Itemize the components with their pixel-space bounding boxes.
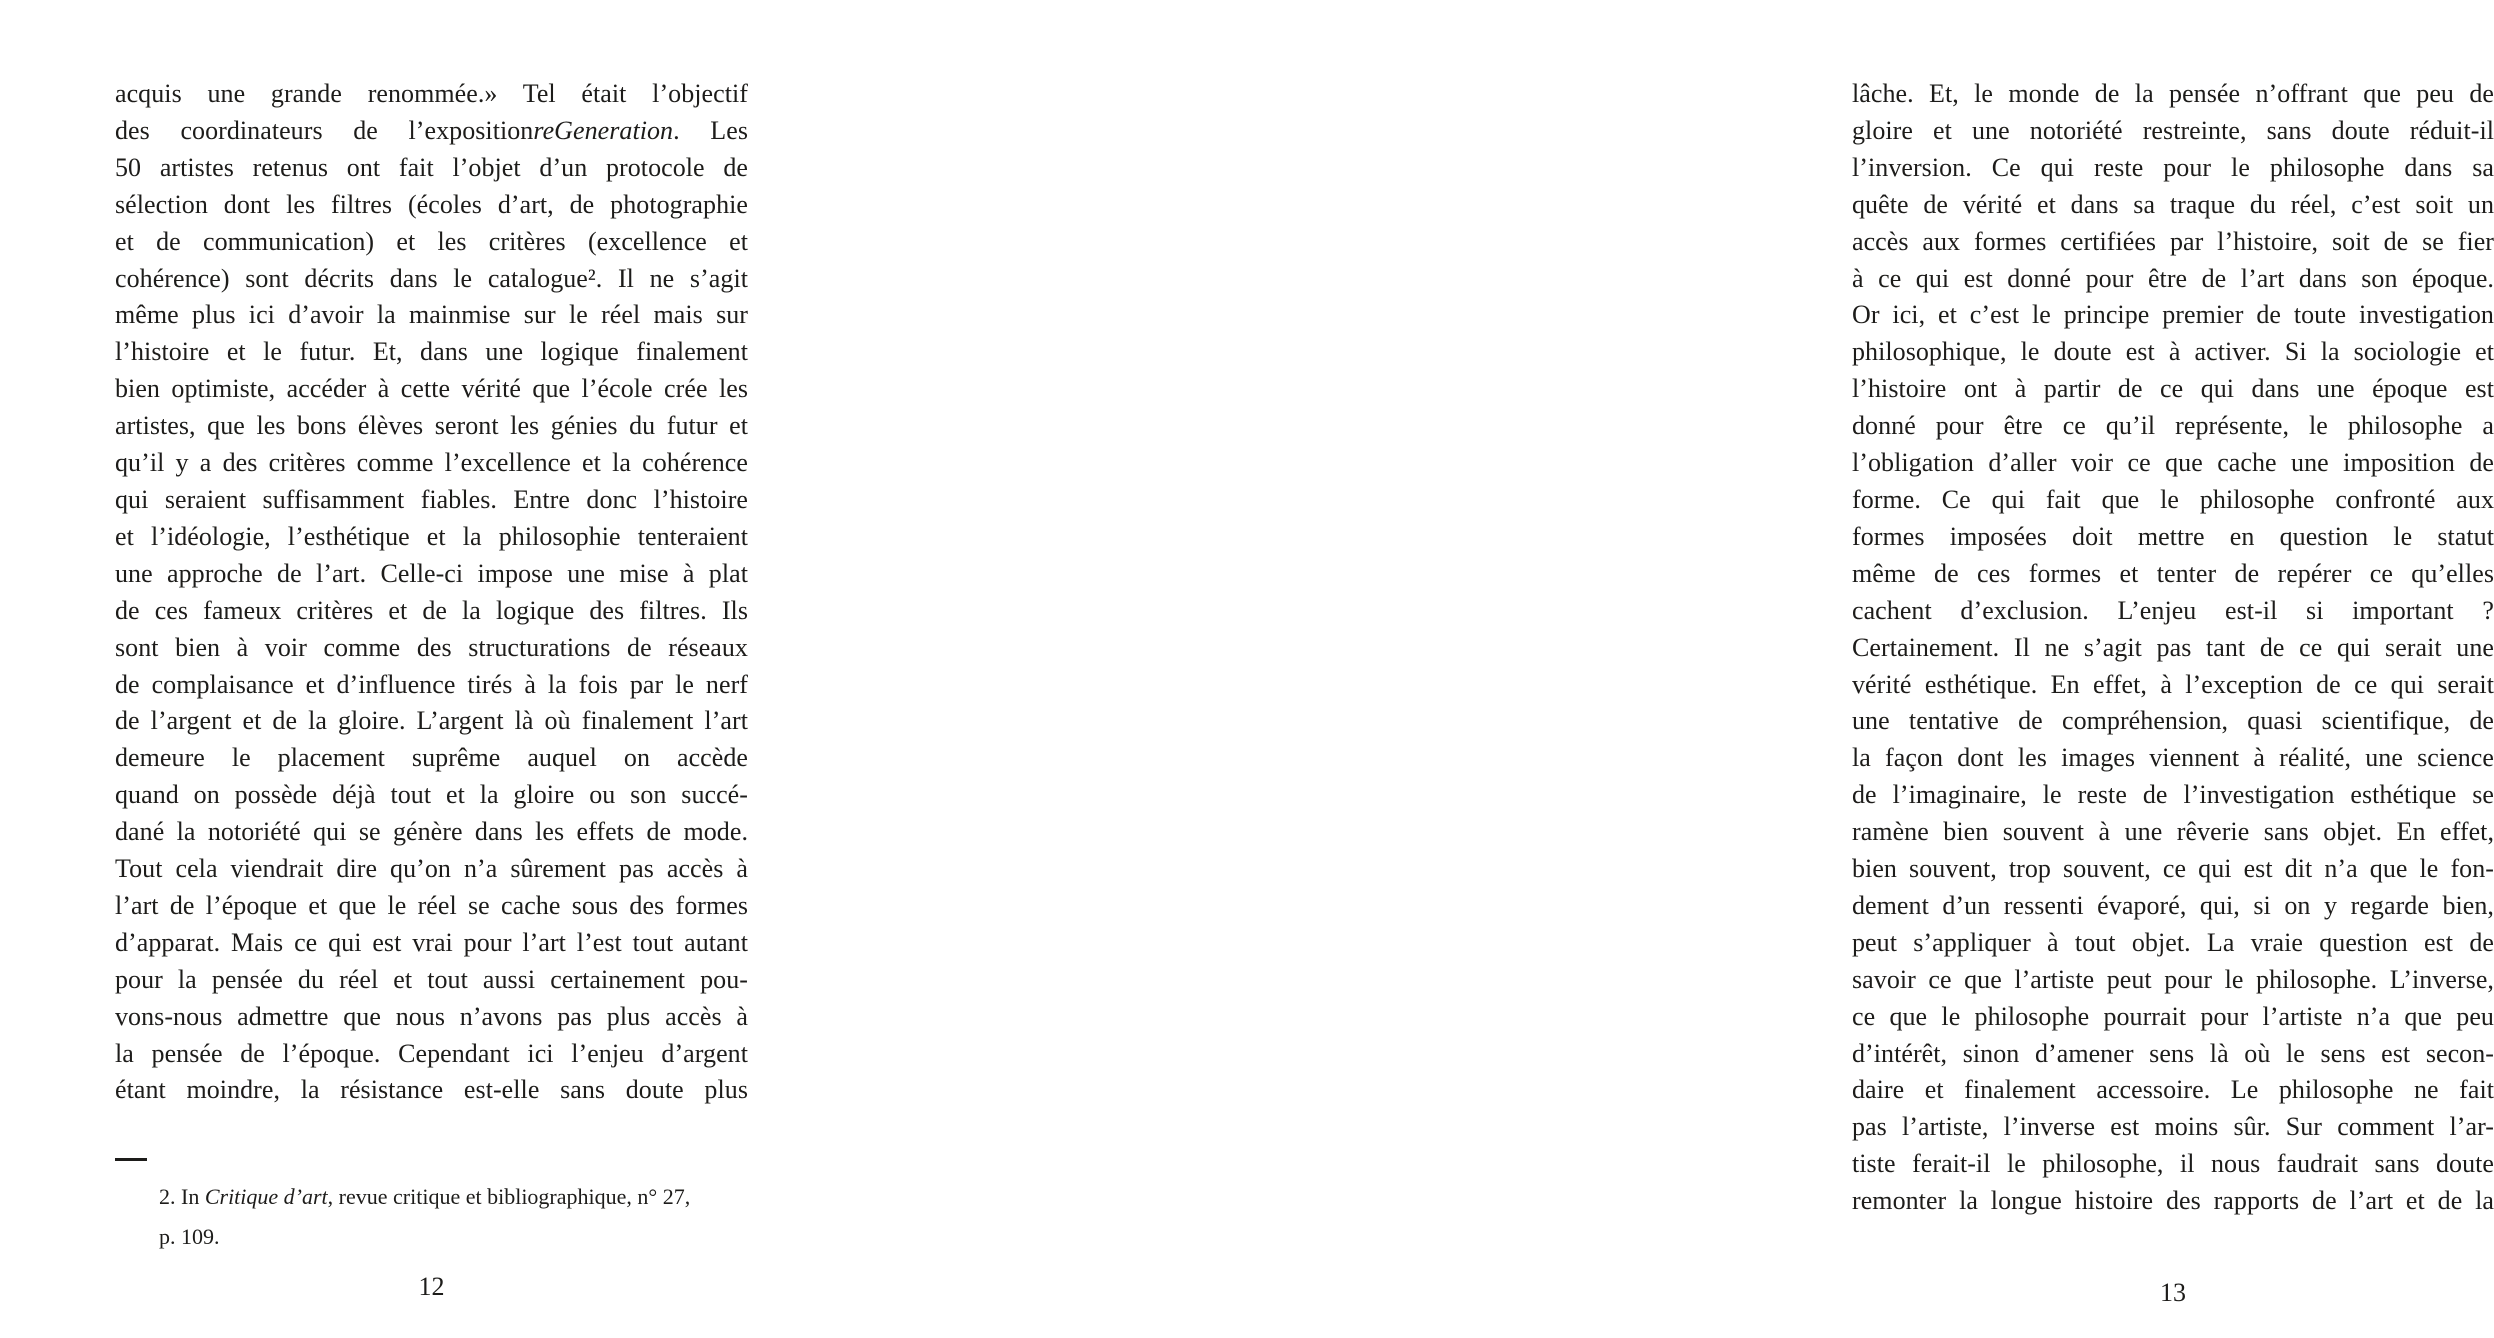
text-line: Certainement. Il ne s’agit pas tant de ce qui serait une — [1852, 632, 2494, 662]
text-line: même plus ici d’avoir la mainmise sur le réel mais sur — [115, 300, 748, 330]
text-line: demeure le placement suprême auquel on accède — [115, 743, 748, 773]
text-line: et l’idéologie, l’esthétique et la philosophie tenteraient — [115, 521, 748, 551]
text-line: artistes, que les bons élèves seront les génies du futur et — [115, 411, 748, 441]
text-segment: des coordinateurs de l’exposition — [115, 115, 534, 145]
text-line: l’inversion. Ce qui reste pour le philosophe dans sa — [1852, 152, 2494, 182]
text-segment: , revue critique et bibliographique, n° 27, — [327, 1184, 691, 1209]
text-line: pour la pensée du réel et tout aussi certainement pou- — [115, 964, 748, 994]
text-line: d’intérêt, sinon d’amener sens là où le sens est secon- — [1852, 1038, 2494, 1068]
text-line: daire et finalement accessoire. Le philosophe ne fait — [1852, 1075, 2494, 1105]
text-line: l’art de l’époque et que le réel se cache sous des formes — [115, 890, 748, 920]
text-line: et de communication) et les critères (excellence et — [115, 226, 748, 256]
text-line: cohérence) sont décrits dans le catalogue². Il ne s’agit — [115, 263, 748, 293]
right-page-text-block — [1852, 76, 2494, 1220]
text-line: gloire et une notoriété restreinte, sans doute réduit-il — [1852, 115, 2494, 145]
text-line: de complaisance et d’influence tirés à la fois par le nerf — [115, 669, 748, 699]
footnote — [159, 1177, 731, 1257]
text-segment: 2. In — [159, 1184, 205, 1209]
text-line — [115, 113, 748, 150]
text-line: sont bien à voir comme des structurations de réseaux — [115, 632, 748, 662]
text-line: quand on possède déjà tout et la gloire ou son succé- — [115, 780, 748, 810]
text-line: bien souvent, trop souvent, ce qui est dit n’a que le fon- — [1852, 854, 2494, 884]
text-line: ramène bien souvent à une rêverie sans objet. En effet, — [1852, 817, 2494, 847]
text-line: de ces fameux critères et de la logique des filtres. Ils — [115, 595, 748, 625]
text-line: dané la notoriété qui se génère dans les effets de mode. — [115, 817, 748, 847]
text-line: 50 artistes retenus ont fait l’objet d’un protocole de — [115, 152, 748, 182]
text-line: la façon dont les images viennent à réalité, une science — [1852, 743, 2494, 773]
text-line: dement d’un ressenti évaporé, qui, si on y regarde bien, — [1852, 890, 2494, 920]
left-page-text-block — [115, 76, 748, 1109]
text-line: ce que le philosophe pourrait pour l’artiste n’a que peu — [1852, 1001, 2494, 1031]
text-line: Or ici, et c’est le principe premier de toute investigation — [1852, 300, 2494, 330]
right-page — [866, 0, 2494, 1338]
text-line: acquis une grande renommée.» Tel était l’objectif — [115, 79, 748, 108]
text-line: tiste ferait-il le philosophe, il nous faudrait sans doute — [1852, 1149, 2494, 1179]
text-line: une approche de l’art. Celle-ci impose une mise à plat — [115, 558, 748, 588]
text-line: sélection dont les filtres (écoles d’art, de photographie — [115, 189, 748, 219]
text-segment: . Les — [673, 115, 748, 145]
text-line: qu’il y a des critères comme l’excellence et la cohérence — [115, 448, 748, 478]
text-line: de l’argent et de la gloire. L’argent là où finalement l’art — [115, 706, 748, 736]
text-line: d’apparat. Mais ce qui est vrai pour l’art l’est tout autant — [115, 927, 748, 957]
text-line: savoir ce que l’artiste peut pour le philosophe. L’inverse, — [1852, 964, 2494, 994]
text-line: peut s’appliquer à tout objet. La vraie question est de — [1852, 927, 2494, 957]
text-line: l’histoire ont à partir de ce qui dans une époque est — [1852, 374, 2494, 404]
text-line: la pensée de l’époque. Cependant ici l’enjeu d’argent — [115, 1038, 748, 1068]
page-number-right: 13 — [2160, 1278, 2186, 1307]
text-line: pas l’artiste, l’inverse est moins sûr. Sur comment l’ar- — [1852, 1112, 2494, 1142]
page-number-left: 12 — [418, 1272, 445, 1301]
footnote-separator-rule — [115, 1158, 147, 1161]
text-line: même de ces formes et tenter de repérer ce qu’elles — [1852, 558, 2494, 588]
left-page — [0, 0, 866, 1338]
text-line: une tentative de compréhension, quasi scientifique, de — [1852, 706, 2494, 736]
text-line: remonter la longue histoire des rapports de l’art et de la — [1852, 1186, 2494, 1216]
text-line: à ce qui est donné pour être de l’art dans son époque. — [1852, 263, 2494, 293]
text-line: de l’imaginaire, le reste de l’investigation esthétique se — [1852, 780, 2494, 810]
text-line: l’histoire et le futur. Et, dans une logique finalement — [115, 337, 748, 367]
text-line: forme. Ce qui fait que le philosophe confronté aux — [1852, 484, 2494, 514]
text-line: vons-nous admettre que nous n’avons pas plus accès à — [115, 1001, 748, 1031]
text-line — [159, 1177, 731, 1217]
text-line: philosophique, le doute est à activer. Si la sociologie et — [1852, 337, 2494, 367]
text-line: vérité esthétique. En effet, à l’exception de ce qui serait — [1852, 669, 2494, 699]
text-line: qui seraient suffisamment fiables. Entre donc l’histoire — [115, 484, 748, 514]
text-line: accès aux formes certifiées par l’histoire, soit de se fier — [1852, 226, 2494, 256]
text-line: p. 109. — [159, 1224, 220, 1249]
text-line: Tout cela viendrait dire qu’on n’a sûrement pas accès à — [115, 854, 748, 884]
italic-text-segment: Critique d’art — [204, 1184, 328, 1209]
text-line: formes imposées doit mettre en question le statut — [1852, 521, 2494, 551]
text-line: cachent d’exclusion. L’enjeu est-il si important ? — [1852, 595, 2494, 625]
italic-text-segment: reGeneration — [533, 115, 674, 145]
text-line: l’obligation d’aller voir ce que cache une imposition de — [1852, 448, 2494, 478]
text-line: lâche. Et, le monde de la pensée n’offrant que peu de — [1852, 79, 2494, 108]
text-line: donné pour être ce qu’il représente, le philosophe a — [1852, 411, 2494, 441]
text-line: bien optimiste, accéder à cette vérité que l’école crée les — [115, 374, 748, 404]
text-line: quête de vérité et dans sa traque du réel, c’est soit un — [1852, 189, 2494, 219]
text-line: étant moindre, la résistance est-elle sans doute plus — [115, 1075, 748, 1105]
